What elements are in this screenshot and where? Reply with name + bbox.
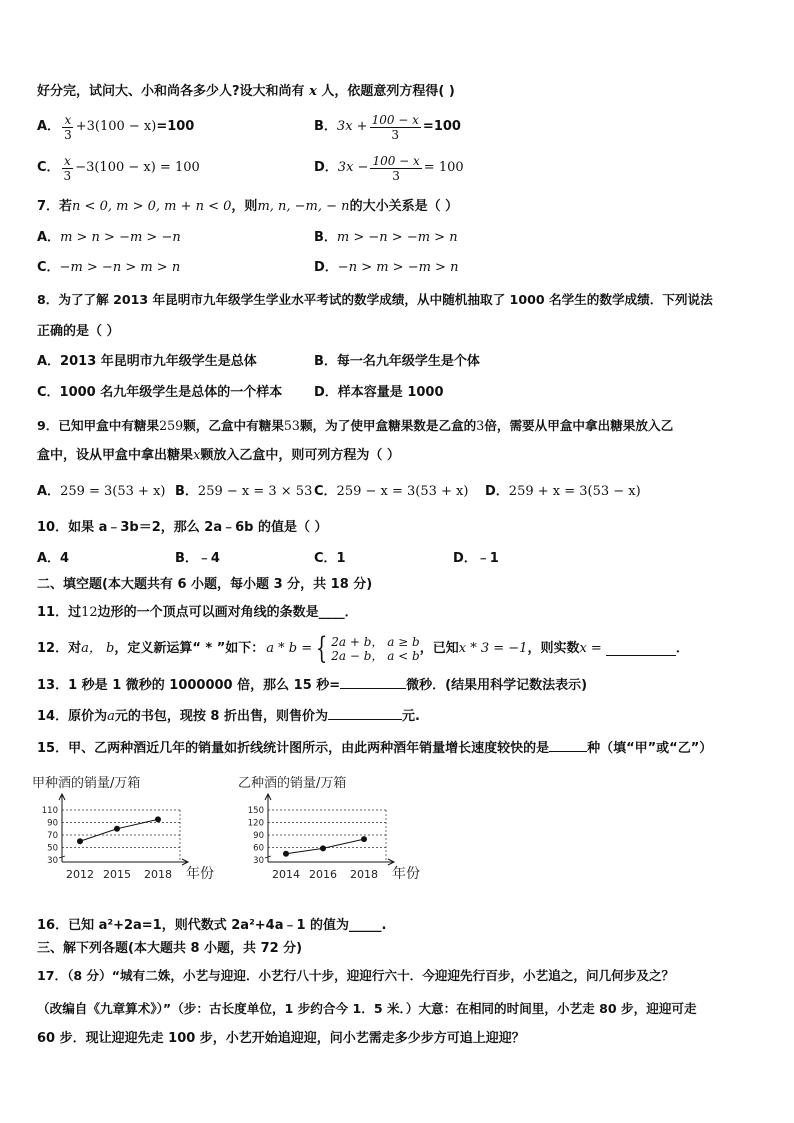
q14 bbox=[37, 707, 420, 726]
q8-option-a: A．2013 年昆明市九年级学生是总体 bbox=[37, 354, 257, 369]
option-label: C． bbox=[37, 260, 60, 275]
q6-c-rest: −3(100 − x) = 100 bbox=[75, 160, 200, 175]
q7-mid: ，则 bbox=[231, 199, 258, 214]
q12-vars: a， b bbox=[81, 641, 115, 656]
q7-option-d bbox=[314, 259, 458, 277]
q6-option-c bbox=[37, 153, 200, 183]
q6-option-d bbox=[314, 153, 464, 183]
y-tick-label: 30 bbox=[47, 856, 58, 866]
q7-vars: m, n, −m, − n bbox=[257, 199, 350, 214]
q13-answer-blank bbox=[340, 676, 406, 689]
y-tick-label: 70 bbox=[47, 831, 58, 841]
option-expr: 259 = 3(53 + x) bbox=[60, 484, 166, 499]
fraction bbox=[62, 113, 74, 142]
option-expr: −n > m > −m > n bbox=[337, 260, 459, 275]
q12-text: ，则实数 bbox=[527, 641, 580, 656]
option-expr: −m > −n > m > n bbox=[59, 260, 181, 275]
q7-end: 的大小关系是（ ） bbox=[349, 199, 459, 214]
y-tick-label: 90 bbox=[253, 831, 264, 841]
y-tick-label: 30 bbox=[253, 856, 264, 866]
q9-option-d bbox=[485, 483, 641, 501]
q9-number: 259 bbox=[159, 418, 184, 433]
q17-line2: （改编自《九章算术》）”（步：古长度单位，1 步约合今 1．5 米．）大意：在相同的时间里，小艺走 80 步，迎迎可走 bbox=[37, 1001, 697, 1016]
q7-stem bbox=[37, 198, 458, 216]
q6-d-pre: 3x − bbox=[337, 160, 369, 175]
q9-text: 盒中，设从甲盒中拿出糖果 bbox=[37, 448, 194, 463]
q7-option-b bbox=[314, 229, 458, 247]
data-point bbox=[77, 838, 83, 844]
q9-number: 53 bbox=[283, 418, 300, 433]
data-point bbox=[283, 851, 289, 857]
fraction-den: 3 bbox=[63, 168, 72, 183]
q13 bbox=[37, 676, 587, 695]
option-label: B． bbox=[175, 484, 198, 499]
q7-num: 7．若 bbox=[37, 199, 73, 214]
fraction-num: x bbox=[63, 153, 71, 168]
y-tick-label: 110 bbox=[41, 806, 58, 816]
option-expr: m > n > −m > −n bbox=[60, 230, 181, 245]
q12-case2: 2a − b， a < b bbox=[331, 649, 420, 663]
q14-text: 元. bbox=[401, 709, 420, 724]
q9-option-b bbox=[175, 483, 312, 501]
q9-option-a bbox=[37, 483, 165, 501]
q12-text: 12．对 bbox=[37, 641, 82, 656]
fraction bbox=[370, 113, 421, 142]
q10-stem: 10．如果 a﹣3b＝2，那么 2a﹣6b 的值是（ ） bbox=[37, 520, 328, 535]
q9-var: x bbox=[193, 448, 201, 463]
fraction-den: 3 bbox=[391, 127, 400, 142]
q9-text: 颗，乙盒中有糖果 bbox=[183, 418, 284, 433]
line-chart-jia bbox=[30, 774, 220, 889]
data-point bbox=[361, 836, 367, 842]
x-tick-label: 2018 bbox=[350, 868, 378, 881]
q12-cases bbox=[331, 635, 420, 663]
q10-option-b: B．﹣4 bbox=[175, 551, 220, 566]
q12-case1: 2a + b， a ≥ b bbox=[331, 635, 420, 649]
y-tick-label: 120 bbox=[247, 818, 264, 829]
q6-b-eq: =100 bbox=[422, 119, 461, 134]
q11-number: 12 bbox=[81, 605, 98, 620]
q12-text: ． bbox=[675, 641, 689, 656]
x-tick-label: 2016 bbox=[309, 868, 337, 881]
fraction-num: x bbox=[64, 112, 72, 127]
q8-option-b: B．每一名九年级学生是个体 bbox=[314, 354, 480, 369]
q15 bbox=[37, 739, 712, 758]
option-expr: 259 + x = 3(53 − x) bbox=[508, 484, 641, 499]
q14-text: 14．原价为 bbox=[37, 709, 108, 724]
q9-text: 颗，为了使甲盒糖果数是乙盒的 bbox=[299, 418, 477, 433]
left-brace-icon: { bbox=[315, 631, 328, 666]
q13-text: 13．1 秒是 1 微秒的 1000000 倍，那么 15 秒= bbox=[37, 678, 341, 693]
q12 bbox=[37, 632, 689, 666]
option-label: B． bbox=[314, 119, 337, 134]
option-expr: 259 − x = 3(53 + x) bbox=[336, 484, 469, 499]
section-2-heading: 二、填空题(本大题共有 6 小题，每小题 3 分，共 18 分) bbox=[37, 577, 373, 592]
q12-answer-blank bbox=[606, 643, 676, 656]
option-expr: 259 − x = 3 × 53 bbox=[197, 484, 313, 499]
q17-line1: 17．（8 分）“城有二姝，小艺与迎迎．小艺行八十步，迎迎行六十．今迎迎先行百步，小艺追之，问几何步及之？ bbox=[37, 968, 675, 983]
option-label: D． bbox=[485, 484, 509, 499]
q8-line1: 8．为了了解 2013 年昆明市九年级学生学业水平考试的数学成绩，从中随机抽取了 1000 名学生的数学成绩．下列说法 bbox=[37, 292, 713, 307]
q17-line3: 60 步．现让迎迎先走 100 步，小艺开始追迎迎，问小艺需走多少步方可追上迎迎？ bbox=[37, 1031, 525, 1046]
q10-option-d: D．﹣1 bbox=[453, 551, 499, 566]
fraction-den: 3 bbox=[64, 127, 72, 142]
q14-var: a bbox=[107, 709, 115, 724]
q6-stem-text: 好分完，试问大、小和尚各多少人?设大和尚有 bbox=[37, 84, 305, 99]
data-point bbox=[114, 826, 120, 832]
q14-answer-blank bbox=[328, 707, 402, 720]
chart-title: 乙种酒的销量/万箱 bbox=[238, 776, 347, 791]
q15-text: 15．甲、乙两种酒近几年的销量如折线统计图所示，由此两种酒年销量增长速度较快的是 bbox=[37, 741, 550, 756]
q6-stem bbox=[37, 83, 455, 101]
y-tick-label: 150 bbox=[247, 806, 264, 816]
q12-text: ，已知 bbox=[419, 641, 459, 656]
q12-text: ，定义新运算“ * ”如下： bbox=[114, 641, 265, 656]
fraction-den: 3 bbox=[392, 168, 400, 183]
option-label: A． bbox=[37, 119, 61, 134]
section-3-heading: 三、解下列各题(本大题共 8 小题，共 72 分) bbox=[37, 941, 303, 956]
q9-option-c bbox=[314, 483, 468, 501]
x-axis-label: 年份 bbox=[392, 866, 420, 882]
option-label: D． bbox=[314, 160, 338, 175]
y-tick-label: 60 bbox=[253, 843, 264, 854]
q8-option-d: D．样本容量是 1000 bbox=[314, 385, 444, 400]
q8-line2: 正确的是（ ） bbox=[37, 324, 120, 339]
q9-text: 颗放入乙盒中，则可列方程为（ ） bbox=[200, 448, 400, 463]
x-tick-label: 2018 bbox=[144, 868, 172, 881]
q11-text: 边形的一个顶点可以画对角线的条数是____． bbox=[97, 605, 358, 620]
q13-text: 微秒．(结果用科学记数法表示) bbox=[406, 678, 588, 693]
q9-text: 倍，需要从甲盒中拿出糖果放入乙 bbox=[484, 418, 674, 433]
q6-option-b bbox=[314, 112, 461, 142]
q9-line2 bbox=[37, 447, 400, 465]
q7-cond: n < 0, m > 0, m + n < 0 bbox=[72, 199, 232, 214]
q6-b-pre: 3x + bbox=[336, 119, 368, 134]
q6-d-eq: = 100 bbox=[423, 160, 464, 175]
fraction-num: 100 − x bbox=[372, 153, 420, 168]
q6-option-a bbox=[37, 112, 194, 142]
q12-lhs: a * b = bbox=[266, 641, 313, 656]
y-tick-label: 50 bbox=[47, 843, 58, 854]
q9-text: 9．已知甲盒中有糖果 bbox=[37, 418, 160, 433]
line-chart-yi bbox=[236, 774, 426, 889]
fraction bbox=[370, 154, 421, 183]
x-axis-label: 年份 bbox=[186, 866, 214, 882]
data-point bbox=[155, 816, 161, 822]
x-tick-label: 2012 bbox=[66, 868, 94, 881]
q6-a-eq: =100 bbox=[156, 119, 195, 134]
option-expr: m > −n > −m > n bbox=[336, 230, 458, 245]
q10-option-a: A．4 bbox=[37, 551, 70, 566]
option-label: C． bbox=[37, 160, 60, 175]
q15-text: 种（填“甲”或“乙”） bbox=[587, 741, 713, 756]
data-point bbox=[320, 845, 326, 851]
q7-option-a bbox=[37, 229, 181, 247]
q12-given: x * 3 = −1 bbox=[458, 641, 528, 656]
q9-number: 3 bbox=[476, 418, 485, 433]
fraction bbox=[62, 154, 74, 183]
q15-answer-blank bbox=[549, 739, 587, 752]
q9-line1 bbox=[37, 417, 673, 435]
q11 bbox=[37, 604, 358, 622]
y-tick-label: 90 bbox=[47, 818, 58, 829]
q16: 16．已知 a²+2a=1，则代数式 2a²+4a﹣1 的值为_____. bbox=[37, 918, 387, 933]
fraction-num: 100 − x bbox=[371, 112, 419, 127]
x-tick-label: 2015 bbox=[103, 868, 131, 881]
q7-option-c bbox=[37, 259, 180, 277]
q14-text: 元的书包，现按 8 折出售，则售价为 bbox=[114, 709, 328, 724]
q6-stem-end: 人，依题意列方程得( ) bbox=[321, 84, 455, 99]
q6-var: x bbox=[309, 84, 317, 99]
q8-option-c: C．1000 名九年级学生是总体的一个样本 bbox=[37, 385, 283, 400]
x-tick-label: 2014 bbox=[272, 868, 300, 881]
option-label: D． bbox=[314, 260, 338, 275]
q6-a-rest: +3(100 − x) bbox=[75, 119, 157, 134]
q12-xeq: x = bbox=[579, 641, 602, 656]
option-label: A． bbox=[37, 230, 61, 245]
q11-text: 11．过 bbox=[37, 605, 82, 620]
option-label: C． bbox=[314, 484, 337, 499]
option-label: A． bbox=[37, 484, 61, 499]
chart-title: 甲种酒的销量/万箱 bbox=[32, 776, 141, 791]
option-label: B． bbox=[314, 230, 337, 245]
q10-option-c: C．1 bbox=[314, 551, 346, 566]
